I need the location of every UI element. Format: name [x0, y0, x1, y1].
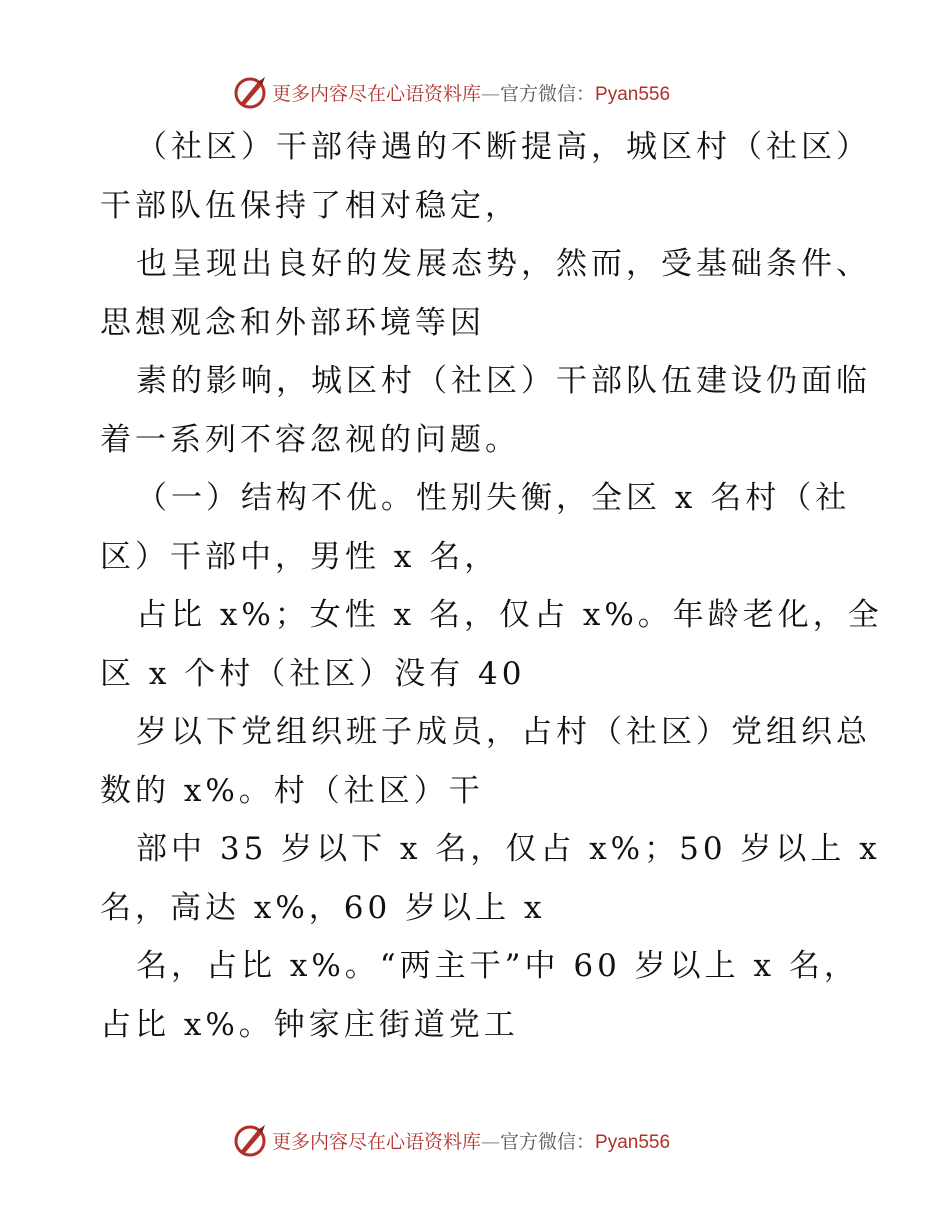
quill-logo-icon — [232, 1122, 268, 1158]
text-line: （一）结构不优。性别失衡，全区 x 名村（社 — [136, 480, 851, 516]
banner-separator: — — [481, 1130, 501, 1153]
text-line: 区）干部中，男性 x 名， — [100, 538, 500, 575]
text-line: 名，高达 x%，60 岁以上 x — [100, 889, 546, 926]
banner-account: Pyan556 — [595, 1131, 671, 1153]
text-line: 也呈现出良好的发展态势，然而，受基础条件、 — [136, 246, 871, 282]
banner-separator: — — [481, 82, 501, 105]
document-body — [100, 118, 883, 1054]
header-banner — [232, 72, 712, 112]
text-line: 岁以下党组织班子成员，占村（社区）党组织总 — [136, 714, 871, 750]
text-line: 干部队伍保持了相对稳定， — [100, 187, 520, 224]
text-line: 名，占比 x%。“两主干”中 60 岁以上 x 名， — [136, 948, 859, 984]
text-line: 区 x 个村（社区）没有 40 — [100, 655, 526, 692]
footer-banner-text — [272, 1127, 670, 1154]
text-line: （社区）干部待遇的不断提高，城区村（社区） — [136, 129, 871, 165]
header-banner-text — [272, 79, 670, 106]
text-line: 数的 x%。村（社区）干 — [100, 772, 484, 809]
banner-main-text: 更多内容尽在心语资料库 — [272, 1130, 482, 1153]
text-line: 占比 x%。钟家庄街道党工 — [100, 1006, 519, 1043]
banner-wechat-label: 官方微信： — [500, 1130, 596, 1153]
text-line: 着一系列不容忽视的问题。 — [100, 421, 520, 458]
text-line: 素的影响，城区村（社区）干部队伍建设仍面临 — [136, 363, 871, 399]
text-line: 部中 35 岁以下 x 名，仅占 x%；50 岁以上 x — [136, 831, 881, 867]
banner-main-text: 更多内容尽在心语资料库 — [272, 82, 482, 105]
banner-wechat-label: 官方微信： — [500, 82, 596, 105]
footer-banner — [232, 1120, 712, 1160]
banner-account: Pyan556 — [595, 83, 671, 105]
text-line: 思想观念和外部环境等因 — [100, 304, 485, 341]
text-line: 占比 x%；女性 x 名，仅占 x%。年龄老化，全 — [136, 597, 883, 633]
quill-logo-icon — [232, 74, 268, 110]
